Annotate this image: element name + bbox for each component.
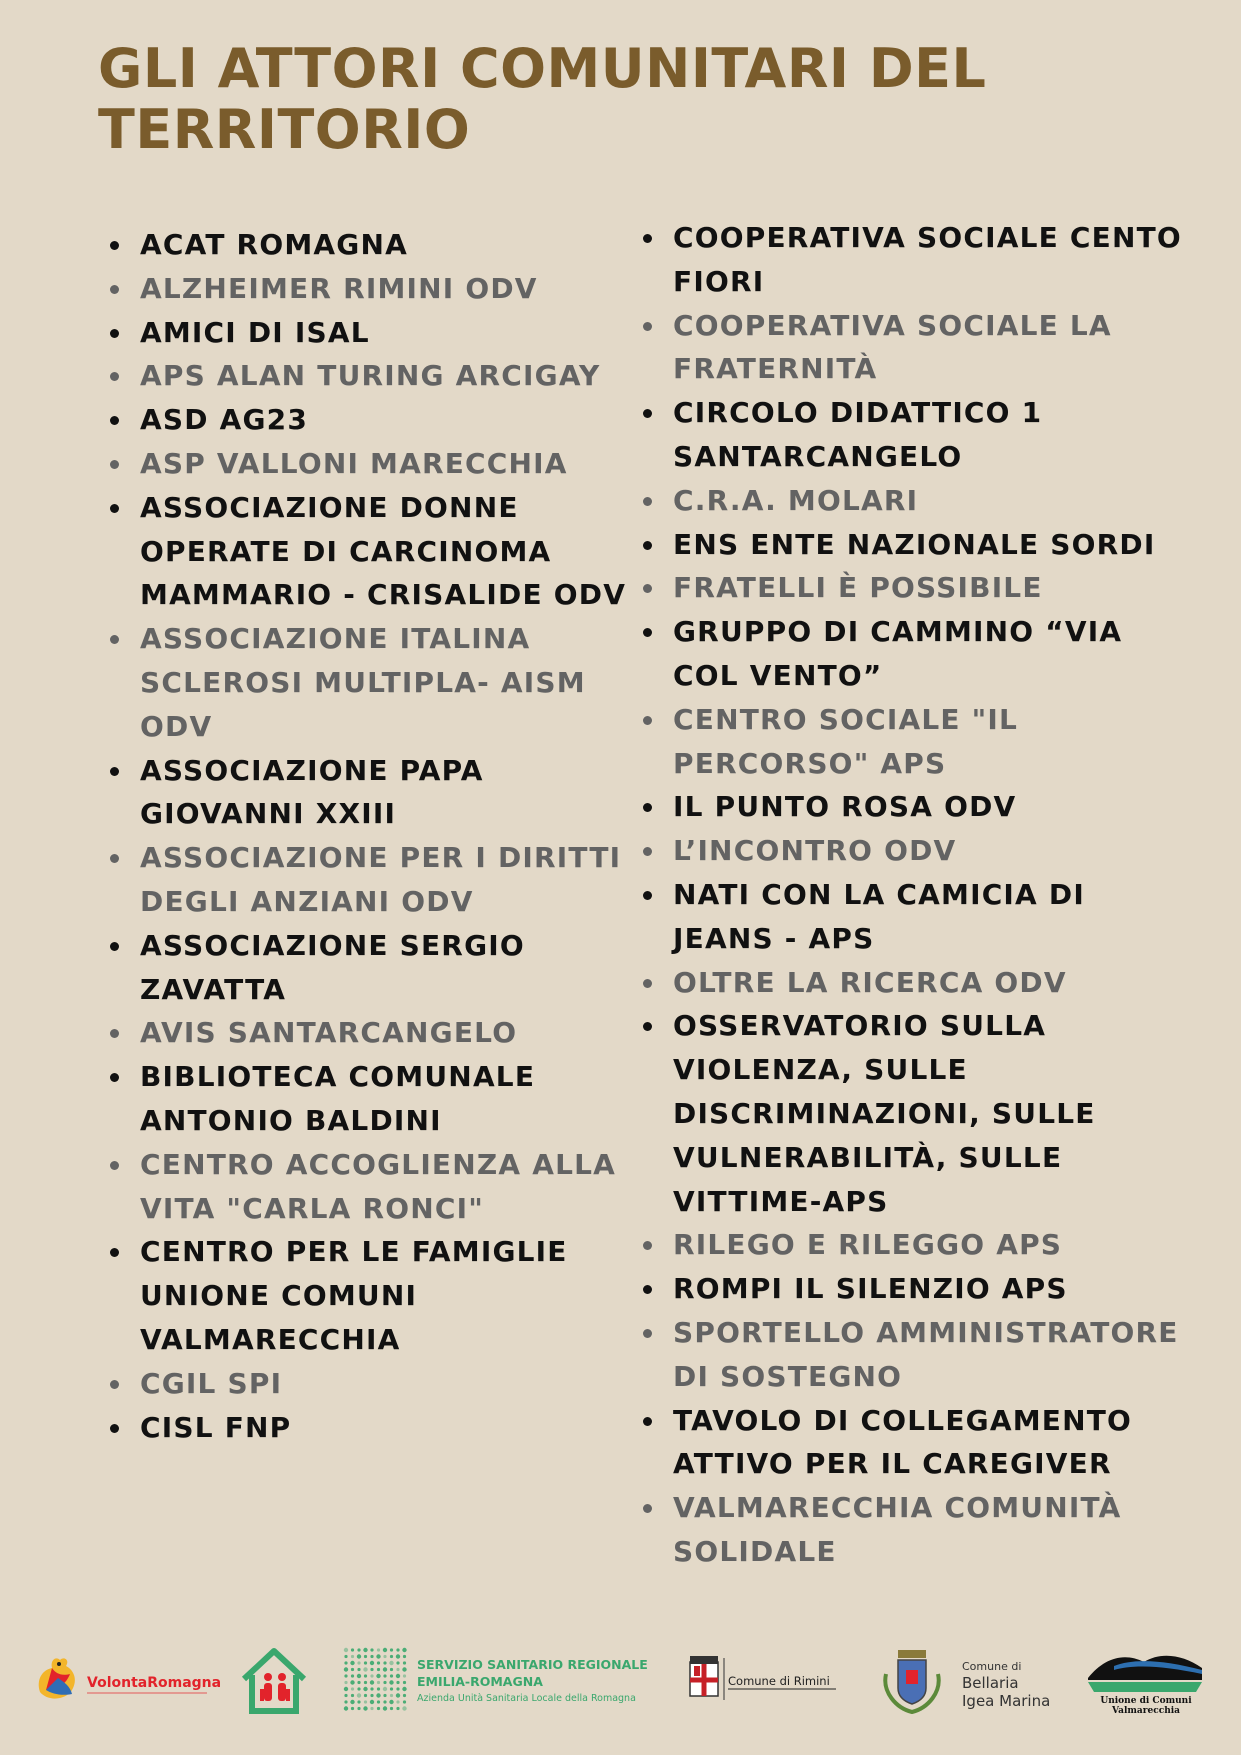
comune-bellaria-logo bbox=[880, 1644, 1060, 1718]
list-item bbox=[140, 486, 630, 617]
list-item bbox=[673, 785, 1193, 829]
bullet-icon bbox=[110, 1380, 119, 1389]
list-item-label: ASSOCIAZIONE DONNE OPERATE DI CARCINOMA MAMMARIO - CRISALIDE ODV bbox=[140, 490, 627, 612]
svg-text:Comune di Rimini: Comune di Rimini bbox=[728, 1674, 830, 1688]
list-item bbox=[140, 1011, 630, 1055]
rimini-crest-icon bbox=[690, 1656, 718, 1696]
list-item bbox=[140, 1230, 630, 1361]
list-item-label: ASD AG23 bbox=[140, 403, 309, 437]
list-item-label: C.R.A. MOLARI bbox=[673, 483, 919, 517]
bullet-icon bbox=[643, 1504, 652, 1513]
list-item-label: OSSERVATORIO SULLA VIOLENZA, SULLE DISCRIMINAZIONI, SULLE VULNERABILITÀ, SULLE VITTIME-APS bbox=[673, 1009, 1096, 1218]
bullet-icon bbox=[110, 1424, 119, 1433]
list-item bbox=[140, 223, 630, 267]
list-item bbox=[673, 523, 1193, 567]
list-item bbox=[673, 479, 1193, 523]
dot-grid-icon bbox=[344, 1648, 407, 1711]
list-item bbox=[673, 698, 1193, 786]
page-title: GLI ATTORI COMUNITARI DEL TERRITORIO bbox=[98, 37, 987, 161]
bullet-icon bbox=[110, 241, 119, 250]
list-item bbox=[673, 961, 1193, 1005]
list-item bbox=[140, 617, 630, 748]
list-item-label: BIBLIOTECA COMUNALE ANTONIO BALDINI bbox=[140, 1060, 536, 1137]
bullet-icon bbox=[643, 891, 652, 900]
list-item bbox=[673, 1223, 1193, 1267]
svg-text:Igea Marina: Igea Marina bbox=[962, 1692, 1051, 1710]
bullet-icon bbox=[643, 628, 652, 637]
list-item-label: CENTRO ACCOGLIENZA ALLA VITA "CARLA RONCI" bbox=[140, 1147, 617, 1225]
svg-text:EMILIA-ROMAGNA: EMILIA-ROMAGNA bbox=[417, 1674, 543, 1689]
list-item-label: COOPERATIVA SOCIALE LA FRATERNITÀ bbox=[673, 308, 1112, 386]
list-item bbox=[673, 566, 1193, 610]
bullet-icon bbox=[110, 372, 119, 381]
house-people-icon bbox=[238, 1645, 310, 1717]
bullet-icon bbox=[110, 1248, 119, 1257]
bullet-icon bbox=[110, 1161, 119, 1170]
list-item-label: SPORTELLO AMMINISTRATORE DI SOSTEGNO bbox=[673, 1315, 1179, 1393]
list-item bbox=[673, 216, 1193, 304]
list-item bbox=[673, 1004, 1193, 1223]
list-item-label: L’INCONTRO ODV bbox=[673, 834, 957, 868]
bullet-icon bbox=[110, 1029, 119, 1038]
list-item bbox=[673, 610, 1193, 698]
bullet-icon bbox=[110, 285, 119, 294]
bullet-icon bbox=[643, 1285, 652, 1294]
list-item-label: ASSOCIAZIONE PAPA GIOVANNI XXIII bbox=[140, 753, 484, 831]
left-list bbox=[140, 223, 630, 1449]
list-item-label: IL PUNTO ROSA ODV bbox=[673, 790, 1017, 824]
list-item-label: VALMARECCHIA COMUNITÀ SOLIDALE bbox=[673, 1491, 1122, 1568]
svg-text:Unione di Comuni: Unione di Comuni bbox=[1100, 1696, 1192, 1706]
right-list bbox=[673, 216, 1193, 1574]
list-item bbox=[673, 1486, 1193, 1574]
list-item bbox=[673, 1267, 1193, 1311]
list-item-label: ASP VALLONI MARECCHIA bbox=[140, 446, 568, 480]
list-item bbox=[140, 1406, 630, 1450]
list-item bbox=[140, 1143, 630, 1231]
servizio-sanitario-logo bbox=[342, 1646, 662, 1716]
list-item-label: GRUPPO DI CAMMINO “VIA COL VENTO” bbox=[673, 615, 1123, 692]
partner-logos-footer bbox=[0, 1640, 1241, 1720]
bellaria-coat-of-arms-icon bbox=[885, 1650, 938, 1712]
list-item-label: APS ALAN TURING ARCIGAY bbox=[140, 359, 601, 393]
list-item bbox=[140, 1055, 630, 1143]
list-item bbox=[673, 304, 1193, 392]
bullet-icon bbox=[110, 854, 119, 863]
svg-text:Bellaria: Bellaria bbox=[962, 1674, 1019, 1692]
list-item-label: ROMPI IL SILENZIO APS bbox=[673, 1272, 1068, 1306]
bullet-icon bbox=[110, 767, 119, 776]
list-item-label: CENTRO SOCIALE "IL PERCORSO" APS bbox=[673, 702, 1019, 780]
bullet-icon bbox=[110, 942, 119, 951]
list-item-label: COOPERATIVA SOCIALE CENTO FIORI bbox=[673, 221, 1182, 298]
comune-rimini-logo bbox=[686, 1652, 846, 1712]
list-item-label: ASSOCIAZIONE PER I DIRITTI DEGLI ANZIANI ODV bbox=[140, 841, 622, 918]
bullet-icon bbox=[643, 409, 652, 418]
list-item bbox=[140, 398, 630, 442]
list-item-label: RILEGO E RILEGGO APS bbox=[673, 1228, 1063, 1262]
list-item-label: ALZHEIMER RIMINI ODV bbox=[140, 271, 538, 305]
volontaromagna-logo bbox=[32, 1650, 232, 1710]
list-item bbox=[140, 924, 630, 1012]
svg-text:Comune di: Comune di bbox=[962, 1660, 1022, 1673]
list-item-label: FRATELLI È POSSIBILE bbox=[673, 571, 1043, 605]
bullet-icon bbox=[110, 635, 119, 644]
bullet-icon bbox=[643, 322, 652, 331]
list-item-label: CGIL SPI bbox=[140, 1366, 283, 1400]
bullet-icon bbox=[643, 584, 652, 593]
list-item bbox=[673, 1311, 1193, 1399]
list-item-label: CENTRO PER LE FAMIGLIE UNIONE COMUNI VALMARECCHIA bbox=[140, 1235, 568, 1356]
valmarecchia-landscape-icon bbox=[1088, 1656, 1202, 1692]
list-item-label: OLTRE LA RICERCA ODV bbox=[673, 965, 1067, 999]
list-item-label: ENS ENTE NAZIONALE SORDI bbox=[673, 527, 1156, 561]
bullet-icon bbox=[643, 803, 652, 812]
list-item-label: AMICI DI ISAL bbox=[140, 315, 370, 349]
list-item-label: CISL FNP bbox=[140, 1410, 292, 1444]
bullet-icon bbox=[643, 1022, 652, 1031]
svg-text:SERVIZIO SANITARIO REGIONALE: SERVIZIO SANITARIO REGIONALE bbox=[417, 1657, 648, 1672]
list-item bbox=[140, 267, 630, 311]
bullet-icon bbox=[110, 329, 119, 338]
list-item bbox=[673, 391, 1193, 479]
list-item bbox=[140, 749, 630, 837]
bullet-icon bbox=[643, 979, 652, 988]
bullet-icon bbox=[110, 504, 119, 513]
family-house-logo bbox=[238, 1645, 310, 1717]
bullet-icon bbox=[110, 1073, 119, 1082]
bullet-icon bbox=[110, 416, 119, 425]
list-item-label: ACAT ROMAGNA bbox=[140, 228, 408, 261]
list-item-label: CIRCOLO DIDATTICO 1 SANTARCANGELO bbox=[673, 396, 1043, 473]
list-item-label: ASSOCIAZIONE SERGIO ZAVATTA bbox=[140, 928, 525, 1006]
unione-valmarecchia-logo bbox=[1084, 1648, 1208, 1718]
list-item bbox=[140, 1362, 630, 1406]
list-item-label: ASSOCIAZIONE ITALINA SCLEROSI MULTIPLA- AISM ODV bbox=[140, 622, 586, 743]
svg-text:Azienda Unità Sanitaria Locale: Azienda Unità Sanitaria Locale della Romagna bbox=[417, 1693, 636, 1704]
list-item-label: AVIS SANTARCANGELO bbox=[140, 1016, 518, 1050]
list-item bbox=[140, 442, 630, 486]
bullet-icon bbox=[643, 234, 652, 243]
list-item-label: TAVOLO DI COLLEGAMENTO ATTIVO PER IL CAREGIVER bbox=[673, 1403, 1133, 1481]
list-item bbox=[673, 873, 1193, 961]
list-item-label: NATI CON LA CAMICIA DI JEANS - APS bbox=[673, 877, 1085, 955]
list-item bbox=[673, 1399, 1193, 1487]
bullet-icon bbox=[643, 847, 652, 856]
bullet-icon bbox=[643, 716, 652, 725]
bullet-icon bbox=[643, 1241, 652, 1250]
svg-text:Valmarecchia: Valmarecchia bbox=[1112, 1706, 1180, 1716]
svg-text:VolontaRomagna: VolontaRomagna bbox=[87, 1675, 222, 1691]
list-item bbox=[140, 311, 630, 355]
list-item bbox=[673, 829, 1193, 873]
bullet-icon bbox=[110, 460, 119, 469]
list-item bbox=[140, 354, 630, 398]
bullet-icon bbox=[643, 1329, 652, 1338]
list-item bbox=[140, 836, 630, 924]
bullet-icon bbox=[643, 497, 652, 506]
bullet-icon bbox=[643, 1417, 652, 1426]
rooster-icon bbox=[32, 1650, 232, 1710]
bullet-icon bbox=[643, 541, 652, 550]
